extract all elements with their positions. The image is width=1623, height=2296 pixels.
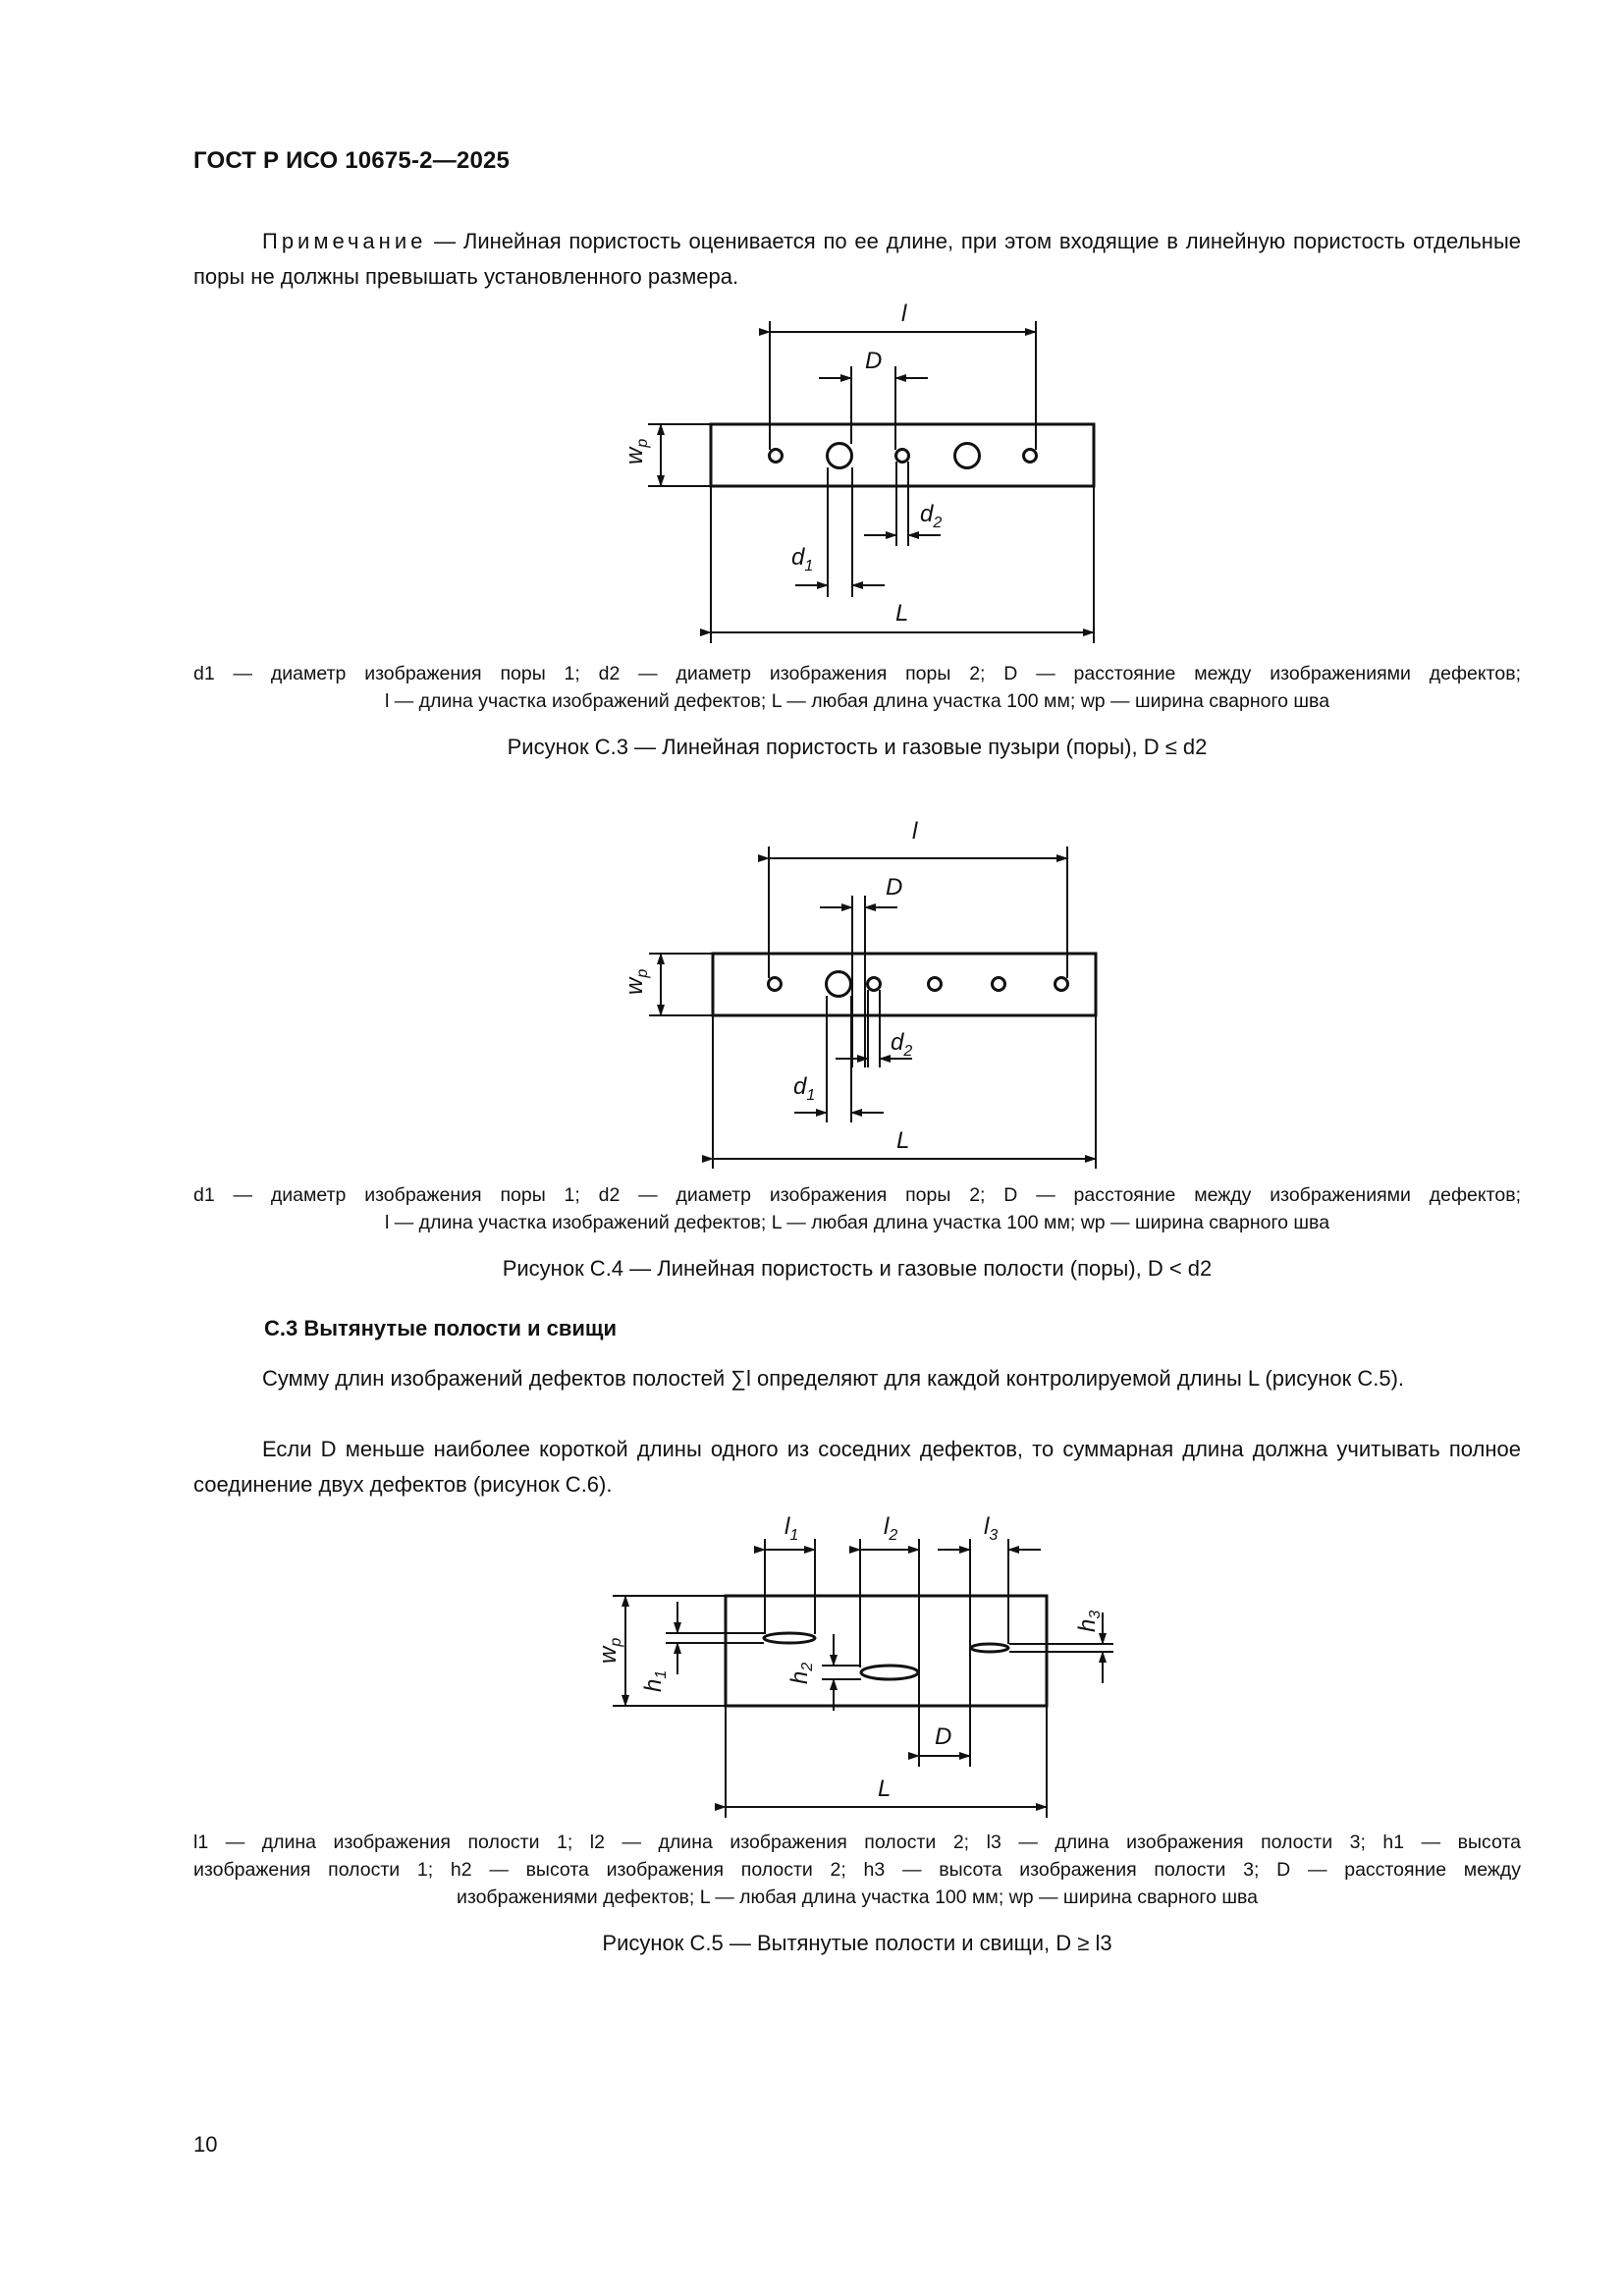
section-title: С.3 Вытянутые полости и свищи: [264, 1316, 618, 1340]
label-h3: $h_3$: [1074, 1610, 1104, 1632]
legend-line: l — длина участка изображений дефектов; L — любая длина участка 100 мм; wp — ширина сварного шва: [384, 1212, 1330, 1233]
label-D: D: [886, 874, 903, 901]
cavity-1: [764, 1633, 815, 1643]
figure-c5-caption: Рисунок С.5 — Вытянутые полости и свищи, D ≥ l3: [602, 1931, 1112, 1955]
label-wp: $w_p$: [622, 968, 651, 995]
figure-c3-caption: Рисунок С.3 — Линейная пористость и газовые пузыри (поры), D ≤ d2: [507, 735, 1208, 759]
label-l1: $l_1$: [784, 1513, 799, 1544]
legend-line: d1 — диаметр изображения поры 1; d2 — диаметр изображения поры 2; D — расстояние между изображениями дефектов;: [193, 1184, 1521, 1206]
label-d2: $d_2$: [891, 1029, 913, 1060]
label-l: l: [901, 301, 907, 327]
figure-c5-legend: [193, 1829, 1521, 1911]
figure-c4-caption: Рисунок С.4 — Линейная пористость и газовые полости (поры), D < d2: [502, 1256, 1213, 1281]
page-number: 10: [193, 2132, 218, 2157]
label-d2: $d_2$: [920, 501, 943, 531]
label-L: L: [896, 1127, 910, 1154]
label-d1: $d_1$: [791, 544, 814, 574]
label-h2: $h_2$: [786, 1662, 816, 1684]
label-L: L: [878, 1776, 892, 1802]
legend-line: d1 — диаметр изображения поры 1; d2 — диаметр изображения поры 2; D — расстояние между изображениями дефектов;: [193, 663, 1521, 684]
note-text: — Линейная пористость оценивается по ее длине, при этом входящие в линейную пористость отдельные поры не должны превышать установленного размера.: [193, 229, 1521, 289]
label-wp: $w_p$: [595, 1637, 624, 1664]
label-D: D: [935, 1723, 952, 1750]
label-l: l: [912, 818, 918, 845]
cavity-3: [971, 1644, 1008, 1652]
legend-line: l — длина участка изображений дефектов; L — любая длина участка 100 мм; wp — ширина сварного шва: [384, 690, 1330, 712]
label-l2: $l_2$: [884, 1513, 898, 1544]
label-L: L: [895, 600, 909, 627]
document-header: ГОСТ Р ИСО 10675-2—2025: [193, 147, 511, 174]
cavity-2: [861, 1666, 918, 1679]
legend-line: изображения полости 1; h2 — высота изображения полости 2; h3 — высота изображения полости 3; D — расстояние между: [193, 1859, 1521, 1881]
label-h1: $h_1$: [640, 1669, 670, 1692]
label-wp: $w_p$: [622, 438, 651, 465]
legend-line: изображениями дефектов; L — любая длина участка 100 мм; wp — ширина сварного шва: [456, 1886, 1259, 1908]
label-d1: $d_1$: [793, 1073, 816, 1104]
note-label: Примечание: [262, 229, 427, 253]
legend-line: l1 — длина изображения полости 1; l2 — длина изображения полости 2; l3 — длина изображения полости 3; h1 — высота: [193, 1831, 1521, 1853]
label-D: D: [865, 348, 883, 374]
label-l3: $l_3$: [984, 1513, 999, 1544]
section-paragraph-2: Если D меньше наиболее короткой длины одного из соседних дефектов, то суммарная длина должна учитывать полное соединение двух дефектов (рисунок С.6).: [193, 1437, 1521, 1497]
section-paragraph-1: Сумму длин изображений дефектов полостей ∑l определяют для каждой контролируемой длины L (рисунок С.5).: [262, 1366, 1405, 1391]
